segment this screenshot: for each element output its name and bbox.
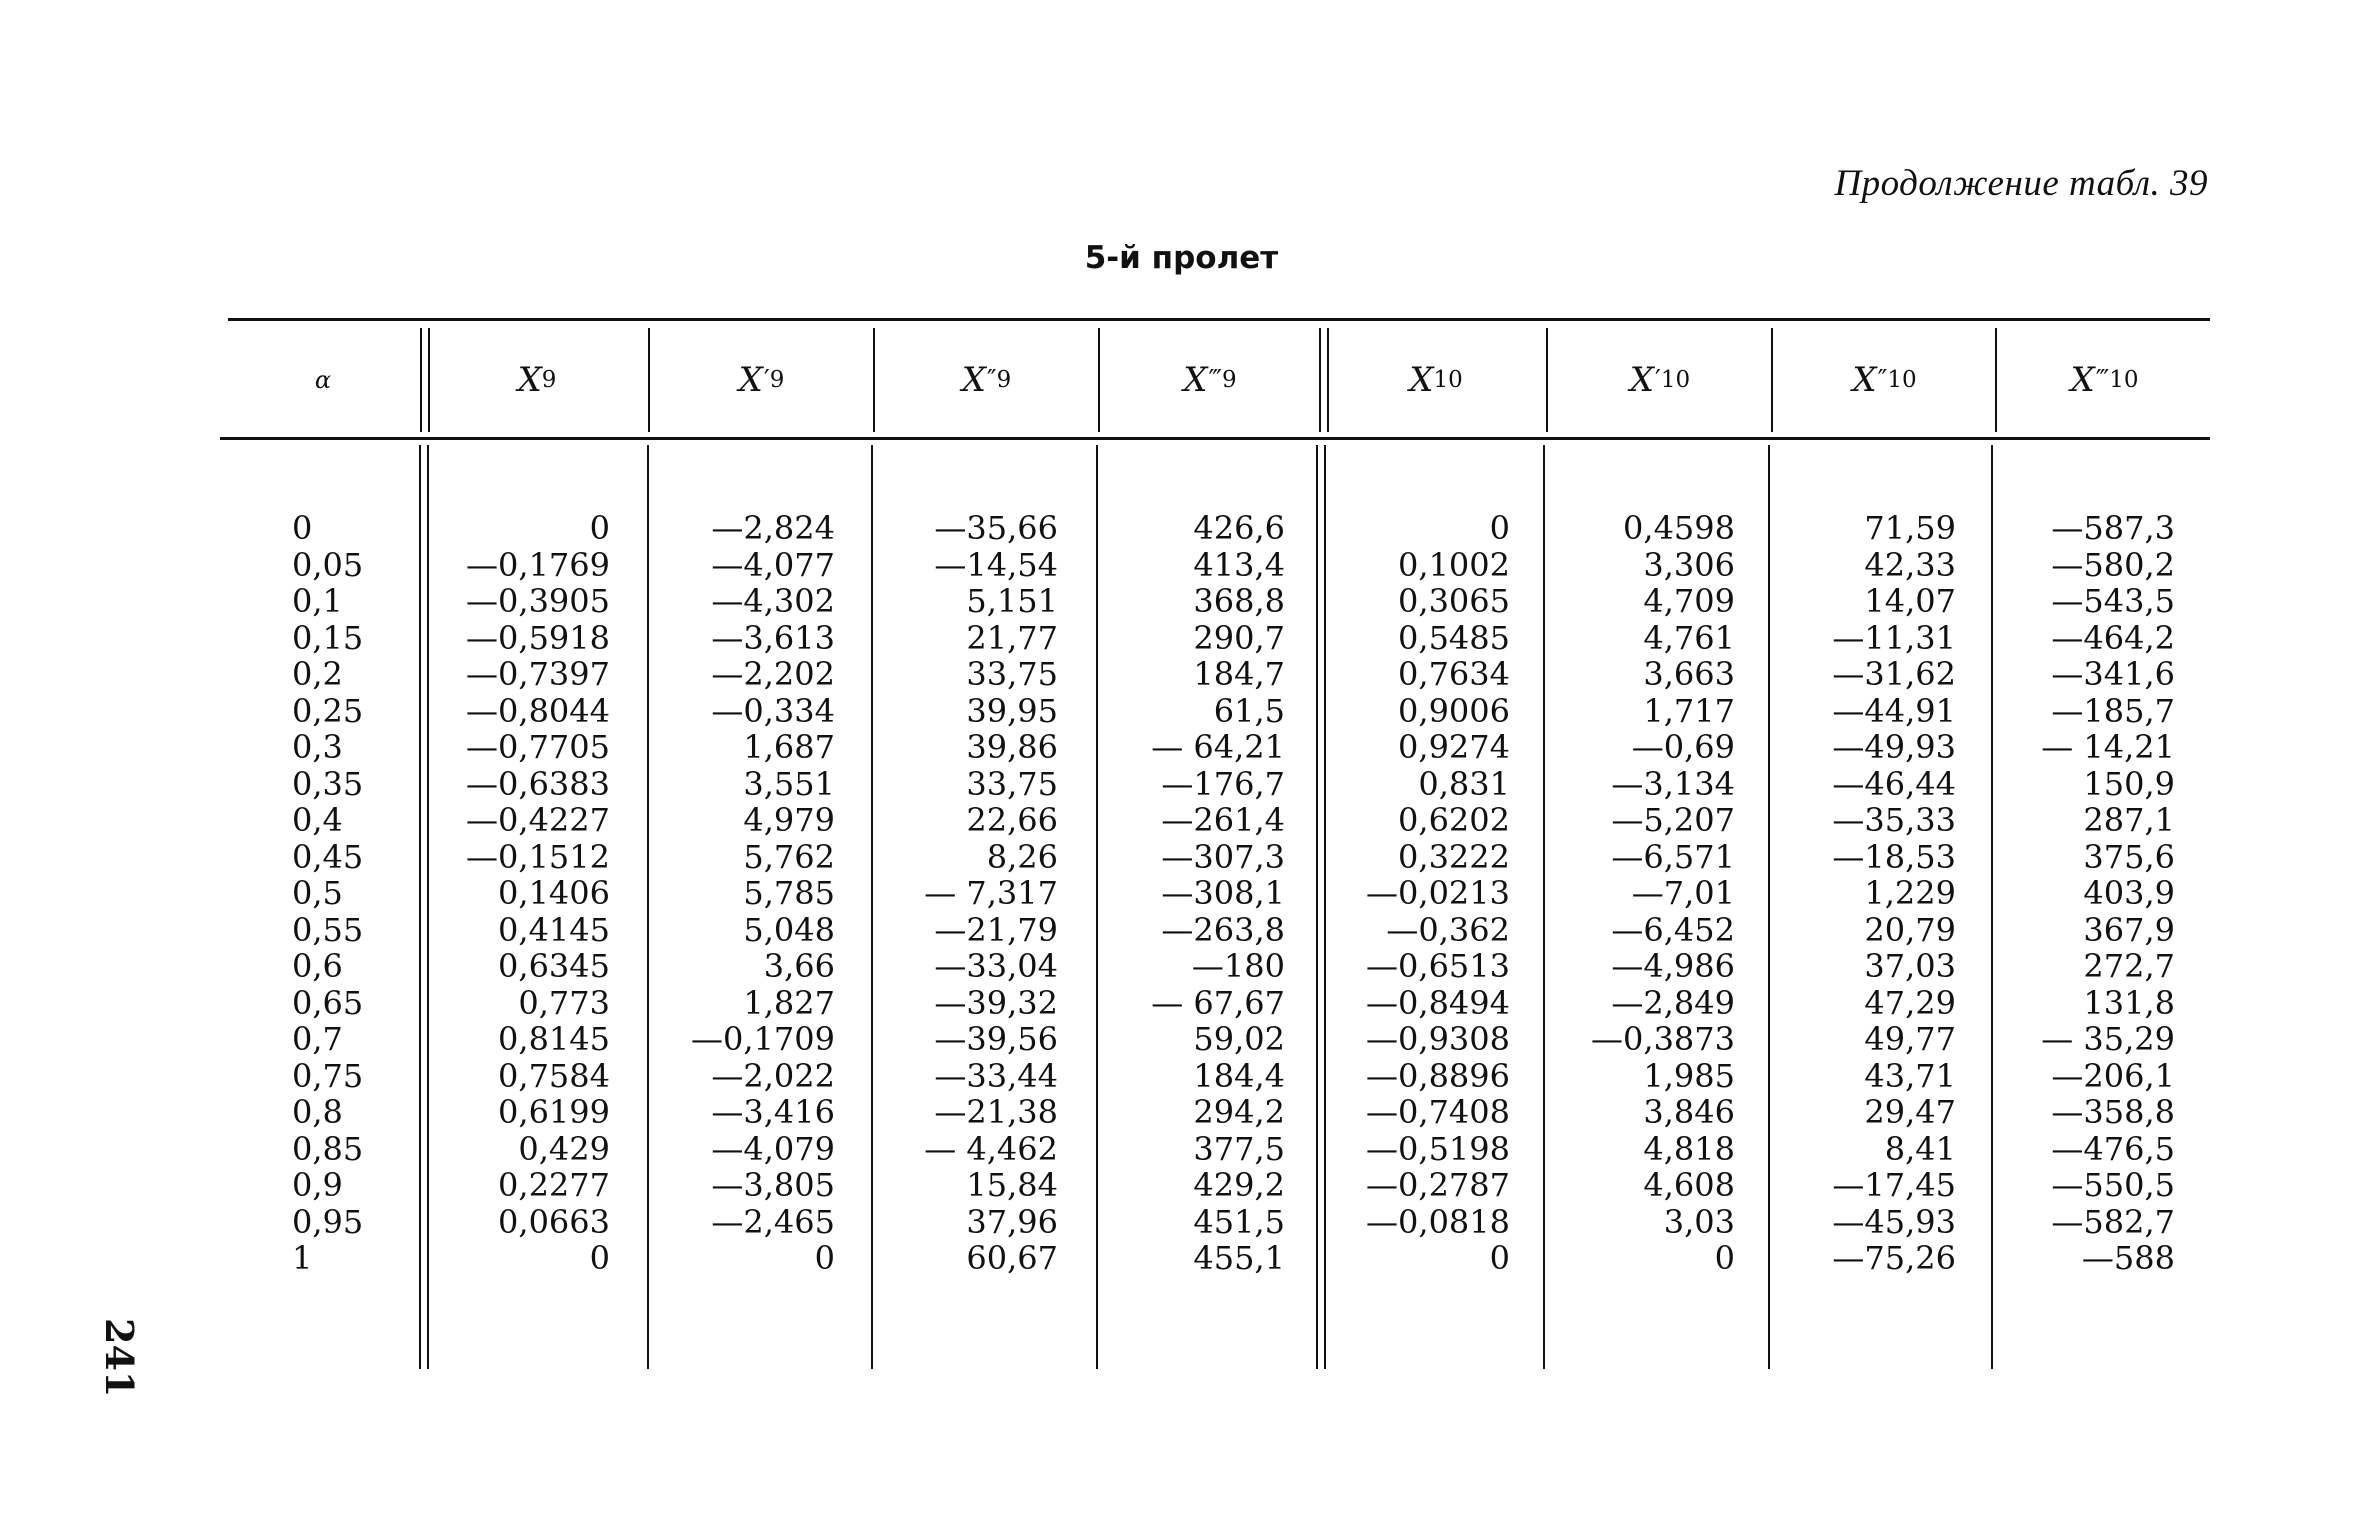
table-cell: —0,362 <box>1386 910 1510 949</box>
table-cell: 5,785 <box>743 874 835 912</box>
table-cell: —587,3 <box>2051 509 2175 547</box>
table-cell: —4,079 <box>711 1129 835 1168</box>
column-divider <box>873 328 875 432</box>
table-cell: 0 <box>1489 1239 1510 1277</box>
table-cell: 39,86 <box>966 728 1058 766</box>
table-cell: 294,2 <box>1193 1093 1285 1131</box>
table-cell: —17,45 <box>1832 1166 1956 1204</box>
table-cell: —180 <box>1191 947 1285 985</box>
table-cell: 0,2 <box>292 655 343 693</box>
table-cell: —0,0213 <box>1366 874 1510 912</box>
table-cell: 60,67 <box>966 1239 1058 1277</box>
table-cell: 455,1 <box>1193 1239 1285 1277</box>
table-cell: —3,416 <box>711 1093 835 1131</box>
table-cell: 0,7584 <box>498 1056 610 1095</box>
column-divider <box>1768 445 1770 1369</box>
table-cell: —2,022 <box>711 1056 835 1095</box>
table-cell: 375,6 <box>2083 837 2175 876</box>
table-cell: —3,805 <box>711 1166 835 1204</box>
column-x9-prime <box>660 510 835 1277</box>
table-cell: 47,29 <box>1864 983 1956 1022</box>
table-cell: 0,773 <box>518 983 610 1022</box>
table-cell: 29,47 <box>1864 1093 1956 1131</box>
table-cell: 1 <box>292 1239 313 1277</box>
table-cell: 0,55 <box>292 910 364 949</box>
table-cell: 0 <box>1489 509 1510 547</box>
table-cell: 71,59 <box>1864 509 1956 547</box>
header-x10-triple-prime: X ‴ 10 <box>2070 360 2139 400</box>
column-divider <box>1543 445 1545 1369</box>
table-cell: —33,44 <box>934 1056 1058 1095</box>
table-cell: 0 <box>1714 1239 1735 1277</box>
table-cell: 8,41 <box>1884 1129 1956 1168</box>
table-cell: —308,1 <box>1161 874 1285 912</box>
table-top-rule <box>228 318 2210 321</box>
table-cell: —0,334 <box>711 691 835 730</box>
table-cell: 0,9 <box>292 1166 343 1204</box>
table-cell: 0,4 <box>292 801 343 839</box>
table-cell: —31,62 <box>1832 655 1956 693</box>
table-cell: —33,04 <box>934 947 1058 985</box>
table-cell: —0,7705 <box>466 728 610 766</box>
table-cell: —261,4 <box>1161 801 1285 839</box>
column-divider <box>1546 328 1548 432</box>
table-cell: 3,306 <box>1643 545 1735 584</box>
table-cell: —3,134 <box>1611 764 1735 803</box>
table-cell: —543,5 <box>2051 582 2175 620</box>
table-cell: —6,452 <box>1611 910 1735 949</box>
table-cell: 3,663 <box>1643 655 1735 693</box>
table-cell: 150,9 <box>2083 764 2175 803</box>
table-cell: 37,03 <box>1864 947 1956 985</box>
table-cell: 0,5 <box>292 874 343 912</box>
table-cell: —0,8044 <box>466 691 610 730</box>
column-x10-double-prime <box>1780 510 1956 1277</box>
table-cell: —0,6513 <box>1366 947 1510 985</box>
column-x10 <box>1340 510 1510 1277</box>
table-cell: —11,31 <box>1832 618 1956 657</box>
table-cell: 1,717 <box>1643 691 1735 730</box>
table-cell: —0,4227 <box>466 801 610 839</box>
table-cell: —358,8 <box>2051 1093 2175 1131</box>
table-cell: 43,71 <box>1864 1056 1956 1095</box>
table-cell: —0,5918 <box>466 618 610 657</box>
column-x9-triple-prime <box>1105 510 1285 1277</box>
table-cell: 20,79 <box>1864 910 1956 949</box>
table-cell: —0,3873 <box>1591 1020 1735 1058</box>
table-cell: —21,79 <box>934 910 1058 949</box>
table-cell: 4,761 <box>1643 618 1735 657</box>
table-cell: 377,5 <box>1193 1129 1285 1168</box>
table-cell: 0,85 <box>292 1129 364 1168</box>
table-cell: —44,91 <box>1832 691 1956 730</box>
table-cell: 0,4145 <box>498 910 610 949</box>
table-cell: 0,75 <box>292 1056 364 1095</box>
table-cell: 0,3 <box>292 728 343 766</box>
table-cell: 0,8145 <box>498 1020 610 1058</box>
table-cell: —550,5 <box>2051 1166 2175 1204</box>
table-cell: 1,827 <box>743 983 835 1022</box>
table-cell: —263,8 <box>1161 910 1285 949</box>
table-cell: 0,1 <box>292 582 343 620</box>
table-cell: 8,26 <box>986 837 1058 876</box>
table-cell: 0,4598 <box>1623 509 1735 547</box>
table-cell: —0,1769 <box>466 545 610 584</box>
table-cell: 3,846 <box>1643 1093 1735 1131</box>
table-cell: — 4,462 <box>924 1129 1058 1168</box>
table-cell: —4,986 <box>1611 947 1735 985</box>
table-cell: —588 <box>2081 1239 2175 1277</box>
table-cell: —4,077 <box>711 545 835 584</box>
table-cell: 272,7 <box>2083 947 2175 985</box>
table-cell: —0,1512 <box>466 837 610 876</box>
table-cell: —0,2787 <box>1366 1166 1510 1204</box>
table-cell: 0,25 <box>292 691 364 730</box>
column-divider <box>871 445 873 1369</box>
table-cell: —0,9308 <box>1366 1020 1510 1058</box>
table-cell: 0,7634 <box>1398 655 1510 693</box>
table-cell: 4,709 <box>1643 582 1735 620</box>
table-cell: —35,33 <box>1832 801 1956 839</box>
table-cell: 0,9006 <box>1398 691 1510 730</box>
table-cell: 1,985 <box>1643 1056 1735 1095</box>
column-divider <box>1771 328 1773 432</box>
table-cell: —39,56 <box>934 1020 1058 1058</box>
table-cell: 0,65 <box>292 983 364 1022</box>
table-cell: —206,1 <box>2051 1056 2175 1095</box>
table-cell: 0,3065 <box>1398 582 1510 620</box>
table-cell: — 64,21 <box>1151 728 1285 766</box>
column-divider <box>1096 445 1098 1369</box>
page-number: 241 <box>97 1318 142 1398</box>
column-divider <box>1098 328 1100 432</box>
column-divider <box>1316 445 1326 1369</box>
table-cell: 287,1 <box>2083 801 2175 839</box>
table-cell: 33,75 <box>966 764 1058 803</box>
table-cell: 0,7 <box>292 1020 343 1058</box>
table-cell: —341,6 <box>2051 655 2175 693</box>
table-cell: 39,95 <box>966 691 1058 730</box>
table-cell: 184,7 <box>1193 655 1285 693</box>
table-cell: 0,0663 <box>498 1202 610 1241</box>
table-cell: —0,8896 <box>1366 1056 1510 1095</box>
column-x9 <box>440 510 610 1277</box>
header-x10-prime: X ′ 10 <box>1629 360 1691 400</box>
table-cell: 451,5 <box>1193 1202 1285 1241</box>
table-cell: 0,3222 <box>1398 837 1510 876</box>
table-cell: — 67,67 <box>1151 983 1285 1022</box>
table-cell: 42,33 <box>1864 545 1956 584</box>
table-cell: 0,2277 <box>498 1166 610 1204</box>
table-cell: 0,05 <box>292 545 364 584</box>
table-cell: 33,75 <box>966 655 1058 693</box>
header-x9-triple-prime: X ‴ 9 <box>1183 360 1237 400</box>
table-cell: —7,01 <box>1631 874 1735 912</box>
table-cell: 0,6199 <box>498 1093 610 1131</box>
table-cell: —476,5 <box>2051 1129 2175 1168</box>
table-cell: 367,9 <box>2083 910 2175 949</box>
table-cell: 0,15 <box>292 618 364 657</box>
table-cell: 4,608 <box>1643 1166 1735 1204</box>
table-cell: —307,3 <box>1161 837 1285 876</box>
table-cell: —0,8494 <box>1366 983 1510 1022</box>
table-cell: 4,979 <box>743 801 835 839</box>
table-cell: —580,2 <box>2051 545 2175 584</box>
table-cell: — 14,21 <box>2041 728 2175 766</box>
column-alpha <box>292 510 363 1277</box>
table-cell: 61,5 <box>1213 691 1285 730</box>
table-cell: —45,93 <box>1832 1202 1956 1241</box>
table-cell: —464,2 <box>2051 618 2175 657</box>
table-cell: 3,03 <box>1663 1202 1735 1241</box>
table-cell: 5,151 <box>966 582 1058 620</box>
column-divider <box>419 445 429 1369</box>
table-cell: 290,7 <box>1193 618 1285 657</box>
table-cell: 3,66 <box>763 947 835 985</box>
header-alpha: α <box>314 366 332 394</box>
table-cell: —14,54 <box>934 545 1058 584</box>
table-cell: 0,95 <box>292 1202 364 1241</box>
table-cell: 0,1406 <box>498 874 610 912</box>
table-cell: —75,26 <box>1832 1239 1956 1277</box>
table-cell: —0,3905 <box>466 582 610 620</box>
header-x10-double-prime: X ″ 10 <box>1852 360 1917 400</box>
table-cell: 5,048 <box>743 910 835 949</box>
table-cell: —39,32 <box>934 983 1058 1022</box>
table-cell: 0,429 <box>518 1129 610 1168</box>
table-cell: 0 <box>814 1239 835 1277</box>
table-cell: —0,0818 <box>1366 1202 1510 1241</box>
table-header-rule <box>220 437 2210 440</box>
header-x9: X 9 <box>517 360 557 400</box>
column-divider <box>1995 328 1997 432</box>
table-cell: —0,1709 <box>691 1020 835 1058</box>
table-cell: 0,45 <box>292 837 364 876</box>
table-cell: —176,7 <box>1161 764 1285 803</box>
table-cell: 0,5485 <box>1398 618 1510 657</box>
table-cell: 368,8 <box>1193 582 1285 620</box>
table-cell: —0,6383 <box>466 764 610 803</box>
table-cell: 0,6 <box>292 947 343 985</box>
table-cell: —0,69 <box>1631 728 1735 766</box>
table-cell: —2,465 <box>711 1202 835 1241</box>
table-cell: —3,613 <box>711 618 835 657</box>
column-x10-prime <box>1555 510 1735 1277</box>
table-cell: —0,7397 <box>466 655 610 693</box>
table-cell: 413,4 <box>1193 545 1285 584</box>
table-cell: —0,5198 <box>1366 1129 1510 1168</box>
table-cell: 0 <box>589 1239 610 1277</box>
header-x10: X 10 <box>1409 360 1463 400</box>
table-cell: —46,44 <box>1832 764 1956 803</box>
table-cell: 0,9274 <box>1398 728 1510 766</box>
table-cell: — 35,29 <box>2041 1020 2175 1058</box>
table-cell: 15,84 <box>966 1166 1058 1204</box>
table-cell: 0,1002 <box>1398 545 1510 584</box>
table-cell: —0,7408 <box>1366 1093 1510 1131</box>
table-cell: 3,551 <box>743 764 835 803</box>
table-cell: 0,6202 <box>1398 801 1510 839</box>
column-divider <box>647 445 649 1369</box>
section-title: 5-й пролет <box>1084 240 1279 276</box>
table-cell: —18,53 <box>1832 837 1956 876</box>
table-cell: —2,849 <box>1611 983 1735 1022</box>
table-cell: —49,93 <box>1832 728 1956 766</box>
table-cell: 0,831 <box>1418 764 1510 803</box>
table-cell: 37,96 <box>966 1202 1058 1241</box>
table-cell: 0 <box>292 509 313 547</box>
table-cell: —21,38 <box>934 1093 1058 1131</box>
column-divider <box>648 328 650 432</box>
table-continuation-caption: Продолжение табл. 39 <box>1834 163 2208 204</box>
table-cell: 0,6345 <box>498 947 610 985</box>
header-x9-double-prime: X ″ 9 <box>961 360 1012 400</box>
table-cell: 4,818 <box>1643 1129 1735 1168</box>
table-cell: —2,202 <box>711 655 835 693</box>
table-cell: —582,7 <box>2051 1202 2175 1241</box>
table-cell: 184,4 <box>1193 1056 1285 1095</box>
table-cell: 1,687 <box>743 728 835 766</box>
table-cell: 0 <box>589 509 610 547</box>
table-cell: —185,7 <box>2051 691 2175 730</box>
column-divider <box>1991 445 1993 1369</box>
table-cell: —35,66 <box>934 509 1058 547</box>
table-cell: —6,571 <box>1611 837 1735 876</box>
table-cell: 403,9 <box>2083 874 2175 912</box>
table-cell: 21,77 <box>966 618 1058 657</box>
table-cell: — 7,317 <box>924 874 1058 912</box>
table-cell: —5,207 <box>1611 801 1735 839</box>
table-cell: 429,2 <box>1193 1166 1285 1204</box>
table-cell: 426,6 <box>1193 509 1285 547</box>
table-cell: 14,07 <box>1864 582 1956 620</box>
column-x10-triple-prime <box>2005 510 2175 1277</box>
table-cell: 59,02 <box>1193 1020 1285 1058</box>
column-x9-double-prime <box>880 510 1058 1277</box>
table-cell: 0,8 <box>292 1093 343 1131</box>
table-cell: 5,762 <box>743 837 835 876</box>
table-cell: —2,824 <box>711 509 835 547</box>
table-cell: 22,66 <box>966 801 1058 839</box>
table-cell: 131,8 <box>2083 983 2175 1022</box>
table-cell: 0,35 <box>292 764 364 803</box>
table-cell: —4,302 <box>711 582 835 620</box>
table-cell: 1,229 <box>1864 874 1956 912</box>
header-x9-prime: X ′ 9 <box>738 360 785 400</box>
table-cell: 49,77 <box>1864 1020 1956 1058</box>
